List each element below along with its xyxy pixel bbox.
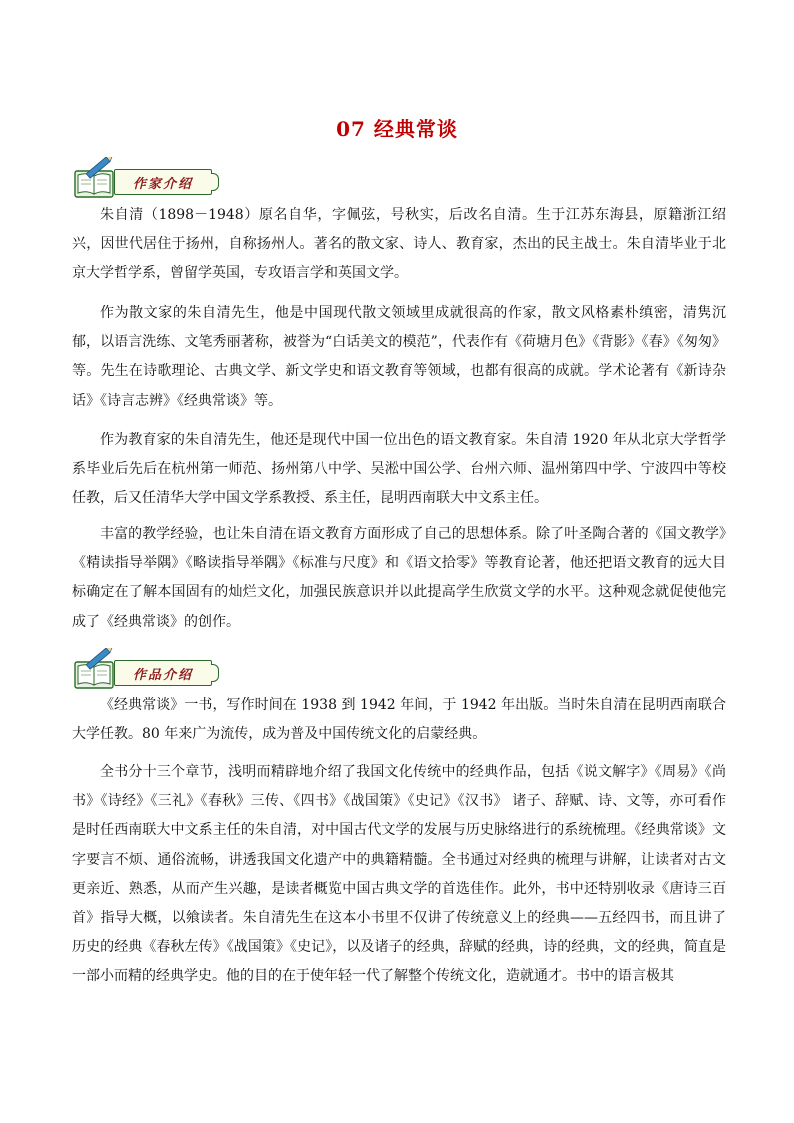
author-paragraph-3: 作为教育家的朱自清先生，他还是现代中国一位出色的语文教育家。朱自清 1920 年从北京大学哲学系毕业后先后在杭州第一师范、扬州第八中学、吴淞中国公学、台州六师、温州第四中学、宁波四中等校任教，后又任清华大学中国文学系教授、系主任，昆明西南联大中文系主任。 [72,432,726,507]
book-pencil-icon [72,648,118,692]
section-banner [114,660,212,686]
section-label-work: 作品介绍 [133,668,194,683]
author-paragraph-4: 丰富的教学经验，也让朱自清在语文教育方面形成了自己的思想体系。除了叶圣陶合著的《国文教学》《精读指导举隅》《略读指导举隅》《标准与尺度》和《语文拾零》等教育论著，他还把语文教育的远大目标确定在了解本国固有的灿烂文化，加强民族意识并以此提高学生欣赏文学的水平。这种观念就促使他完成了《经典常谈》的创作。 [72,526,726,630]
section-label-author: 作家介绍 [133,177,194,192]
section-header-author [72,157,222,199]
work-paragraph-2: 全书分十三个章节，浅明而精辟地介绍了我国文化传统中的经典作品，包括《说文解字》《周易》《尚书》《诗经》《三礼》《春秋》三传、《四书》《战国策》《史记》《汉书》 诸子、辞赋、诗、文等，亦可看作是时任西南联大中文系主任的朱自清，对中国古代文学的发展与历史脉络进行的系统梳理。《经典常谈》文字要言不烦、通俗流畅，讲透我国文化遗产中的典籍精髓。全书通过对经典的梳理与讲解，让读者对古文更亲近、熟悉，从而产生兴趣，是读者概览中国古典文学的首选佳作。此外，书中还特别收录《唐诗三百首》指导大概，以飨读者。朱自清先生在这本小书里不仅讲了传统意义上的经典——五经四书，而且讲了历史的经典《春秋左传》《战国策》《史记》，以及诸子的经典，辞赋的经典，诗的经典，文的经典，简直是一部小而精的经典学史。他的目的在于使年轻一代了解整个传统文化，造就通才。书中的语言极其 [72,764,726,985]
section-header-work [72,648,222,690]
author-paragraph-1: 朱自清（1898－1948）原名自华，字佩弦，号秋实，后改名自清。生于江苏东海县，原籍浙江绍兴，因世代居住于扬州，自称扬州人。著名的散文家、诗人、教育家，杰出的民主战士。朱自清毕业于北京大学哲学系，曾留学英国，专攻语言学和英国文学。 [72,207,726,282]
page-title: 07 经典常谈 [336,117,458,141]
book-pencil-icon [72,157,118,201]
work-paragraph-1: 《经典常谈》一书，写作时间在 1938 到 1942 年间，于 1942 年出版。当时朱自清在昆明西南联合大学任教。80 年来广为流传，成为普及中国传统文化的启蒙经典。 [72,697,726,743]
section-banner [114,169,212,195]
author-paragraph-2: 作为散文家的朱自清先生，他是中国现代散文领域里成就很高的作家，散文风格素朴缜密，清隽沉郁，以语言洗练、文笔秀丽著称，被誉为“白话美文的模范”，代表作有《荷塘月色》《背影》《春》《匆匆》等。先生在诗歌理论、古典文学、新文学史和语文教育等领域，也都有很高的成就。学术论著有《新诗杂话》《诗言志辨》《经典常谈》等。 [72,305,726,409]
